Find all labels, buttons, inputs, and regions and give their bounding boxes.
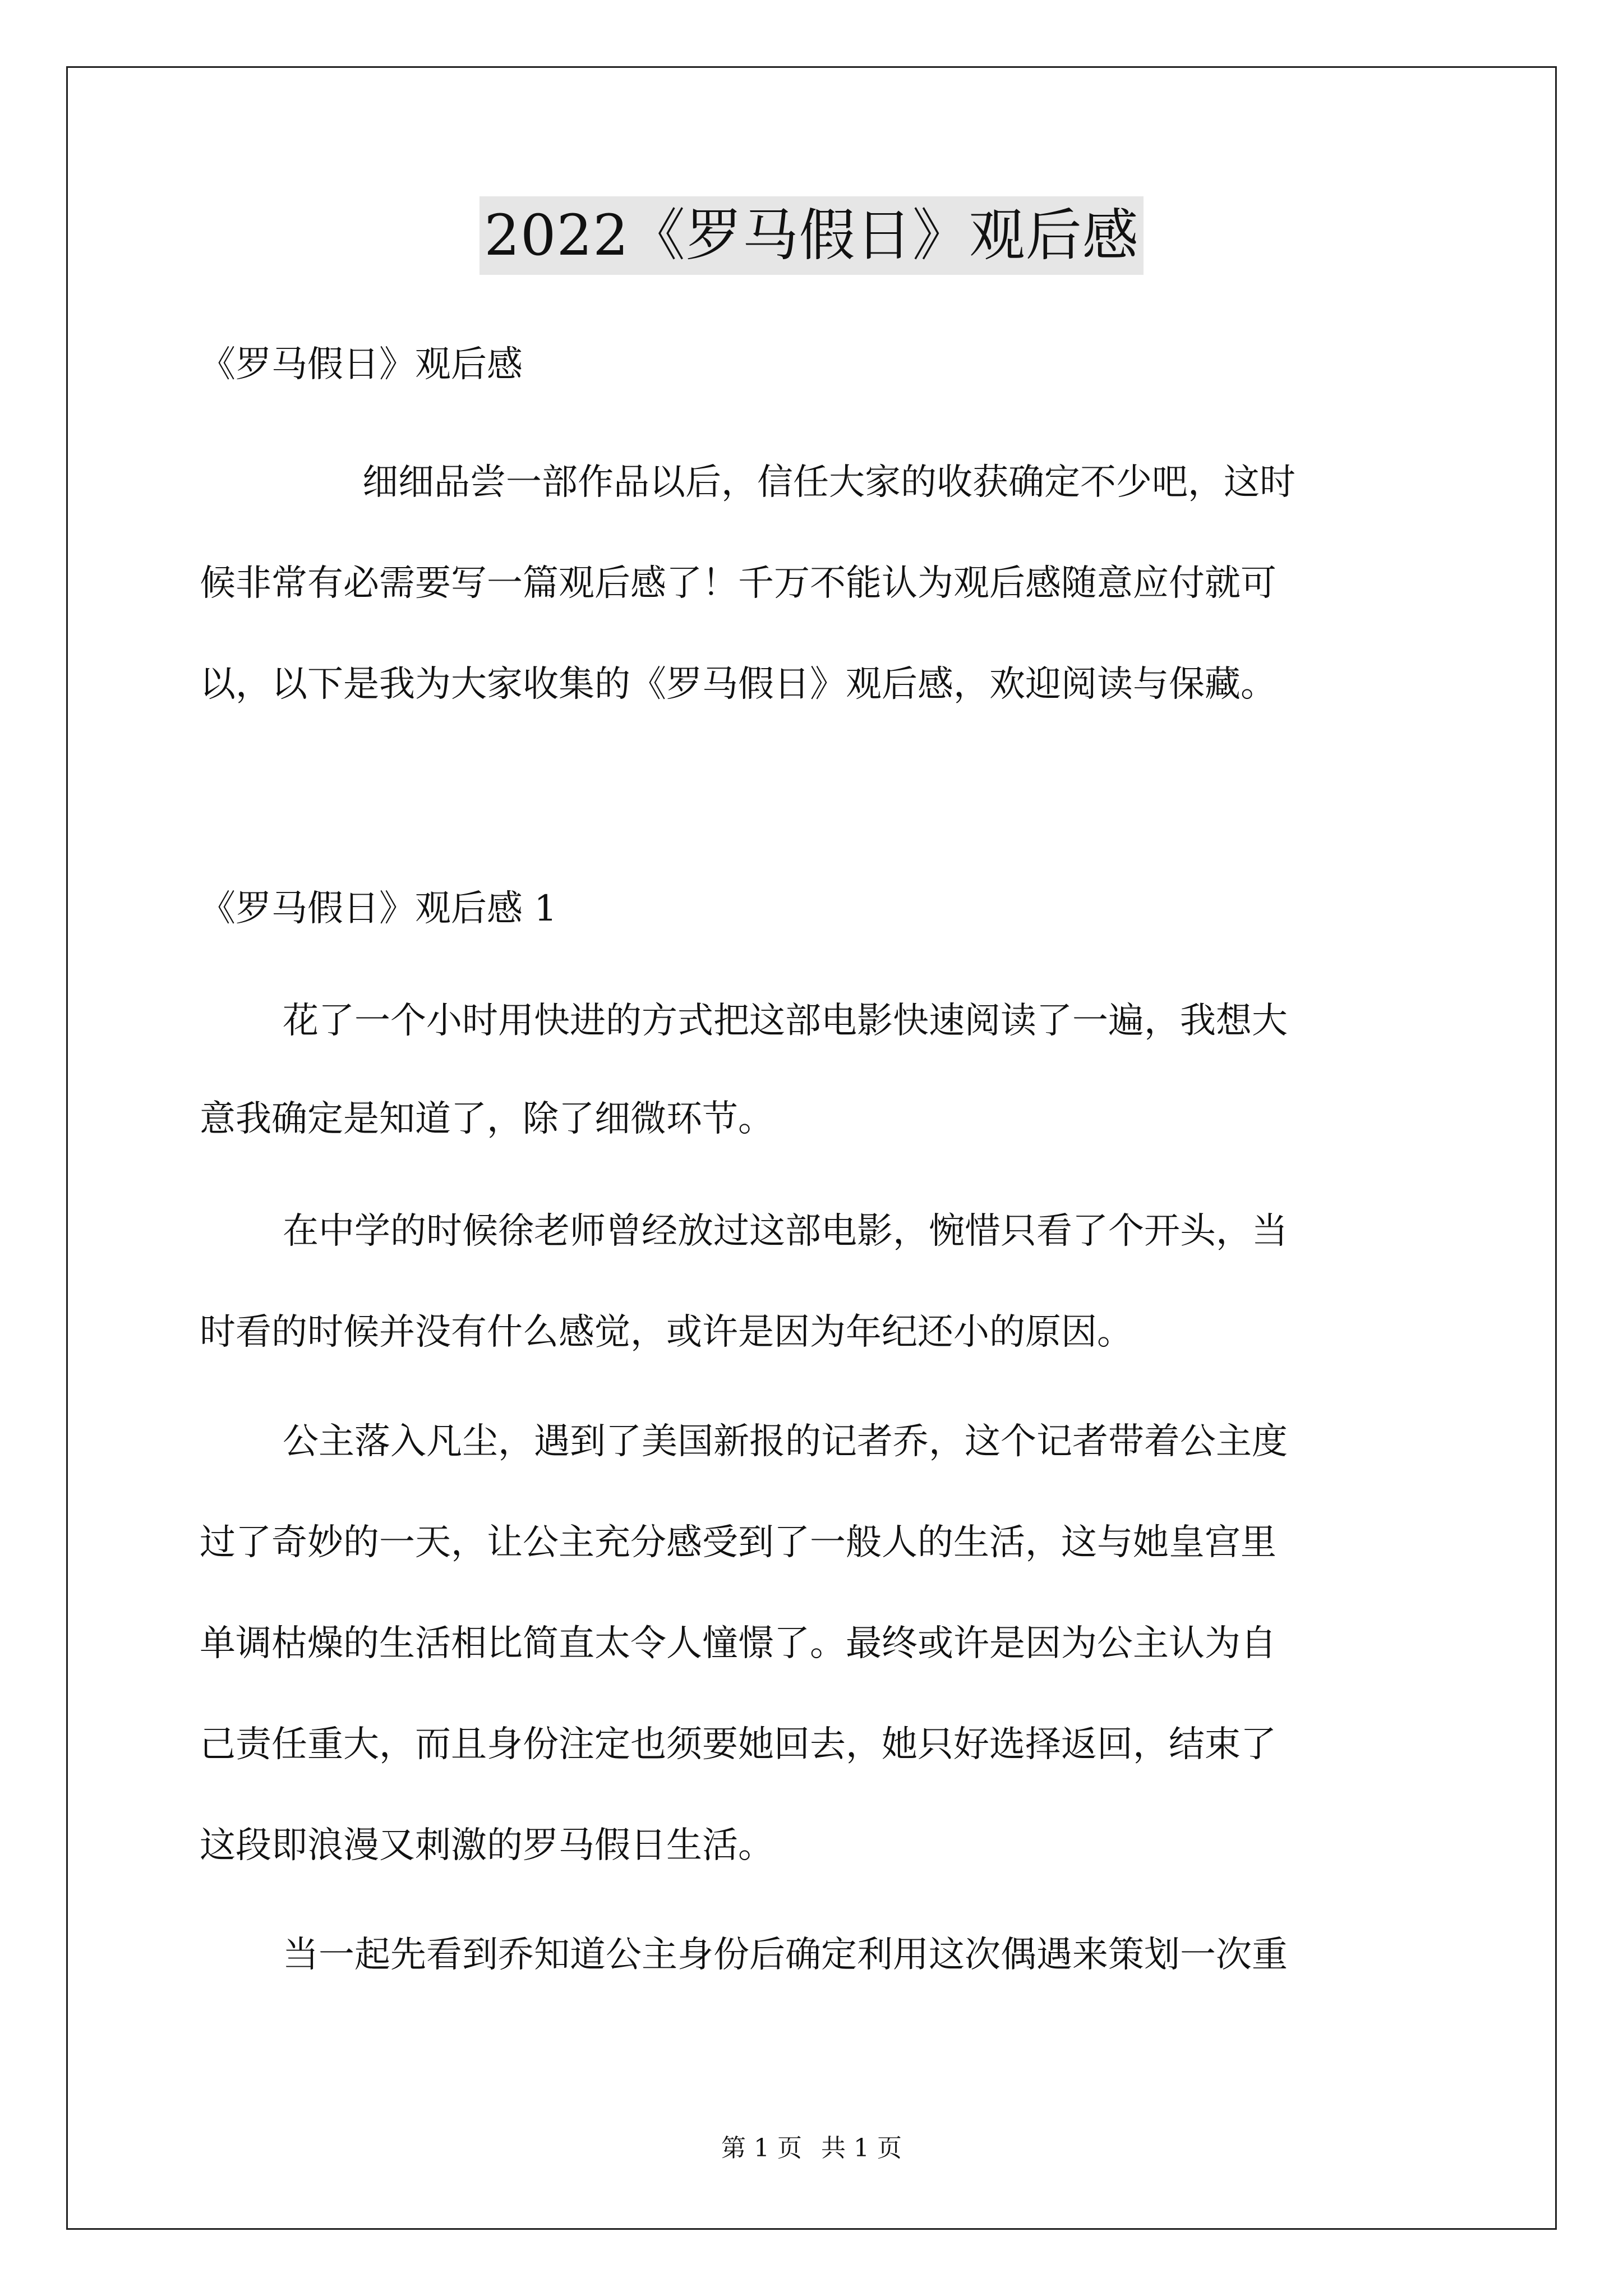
page-footer [0,2132,1623,2165]
section-heading: 《罗马假日》观后感 [200,344,523,385]
paragraph-line: 这段即浪漫又刺激的罗马假日生活。 [200,1825,774,1866]
paragraph-line: 过了奇妙的一天，让公主充分感受到了一般人的生活，这与她皇宫里 [200,1522,1276,1563]
document-title: 2022《罗马假日》观后感 [479,196,1144,275]
page-number: 第 1 页 [721,2134,802,2162]
paragraph-line: 花了一个小时用快进的方式把这部电影快速阅读了一遍，我想大 [283,1000,1288,1042]
section-heading: 《罗马假日》观后感 1 [200,888,557,930]
page-border [66,66,1557,2230]
paragraph-line: 当一起先看到乔知道公主身份后确定利用这次偶遇来策划一次重 [283,1934,1288,1976]
paragraph-line: 意我确定是知道了，除了细微环节。 [200,1098,774,1140]
paragraph-line: 时看的时候并没有什么感觉，或许是因为年纪还小的原因。 [200,1312,1133,1353]
paragraph-line: 公主落入凡尘，遇到了美国新报的记者乔，这个记者带着公主度 [283,1421,1288,1462]
paragraph-line: 己责任重大，而且身份注定也须要她回去，她只好选择返回，结束了 [200,1724,1276,1765]
paragraph-line: 细细品尝一部作品以后，信任大家的收获确定不少吧，这时 [362,462,1295,503]
title-container [0,196,1623,275]
paragraph-line: 候非常有必需要写一篇观后感了！千万不能认为观后感随意应付就可 [200,563,1276,604]
paragraph-line: 单调枯燥的生活相比简直太令人憧憬了。最终或许是因为公主认为自 [200,1623,1276,1664]
paragraph-line: 以，以下是我为大家收集的《罗马假日》观后感，欢迎阅读与保藏。 [200,664,1276,705]
paragraph-line: 在中学的时候徐老师曾经放过这部电影，惋惜只看了个开头，当 [283,1211,1288,1252]
page-total: 共 1 页 [821,2134,902,2162]
